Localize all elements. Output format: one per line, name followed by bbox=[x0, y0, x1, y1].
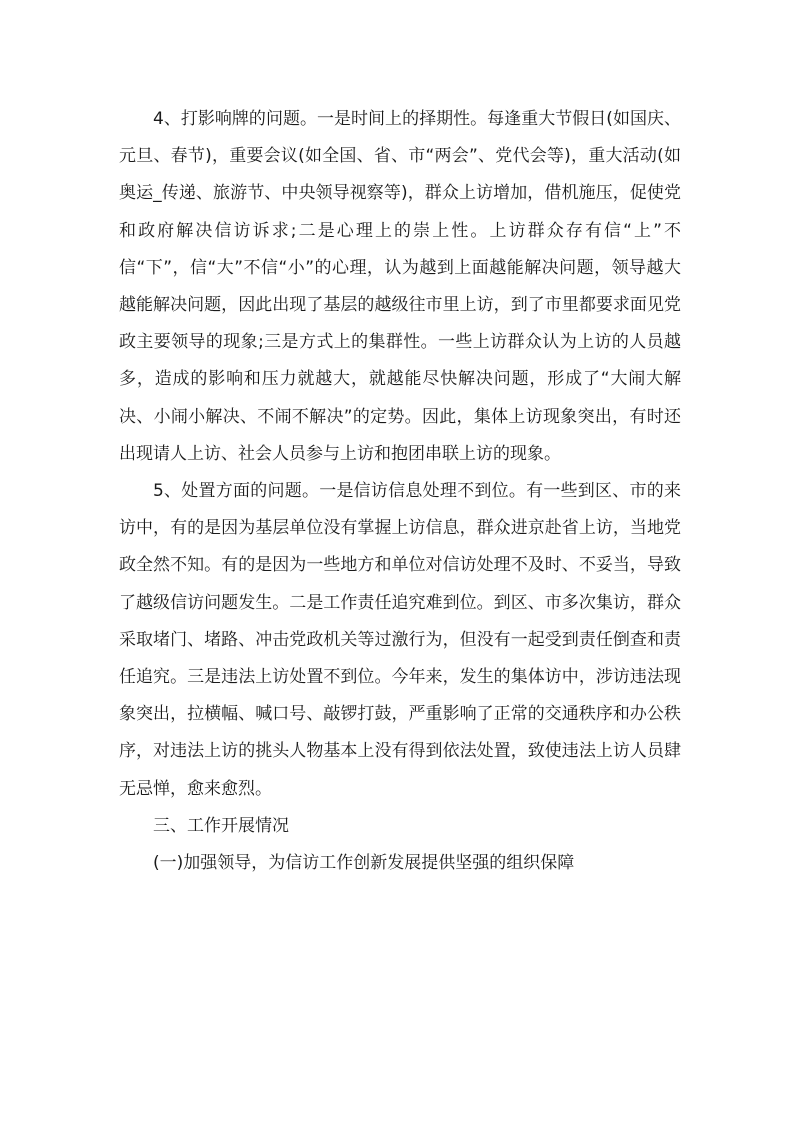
document-body bbox=[119, 101, 681, 882]
subsection-heading-leadership: (一)加强领导，为信访工作创新发展提供坚强的组织保障 bbox=[153, 853, 575, 874]
paragraph-handling-issue: 5、处置方面的问题。一是信访信息处理不到位。有一些到区、市的来访中，有的是因为基层单位没有掌握上访信息，群众进京赴省上访，当地党政全然不知。有的是因为一些地方和单位对信访处理不及时、不妥当，导致了越级信访问题发生。二是工作责任追究难到位。到区、市多次集访，群众采取堵门、堵路、冲击党政机关等过激行为，但没有一起受到责任倒查和责任追究。三是违法上访处置不到位。今年来，发生的集体访中，涉访违法现象突出，拉横幅、喊口号、敲锣打鼓，严重影响了正常的交通秩序和办公秩序，对违法上访的挑头人物基本上没有得到依法处置，致使违法上访人员肆无忌惮，愈来愈烈。 bbox=[119, 481, 681, 799]
paragraph-influence-issue: 4、打影响牌的问题。一是时间上的择期性。每逢重大节假日(如国庆、元旦、春节)，重要会议(如全国、省、市“两会”、党代会等)，重大活动(如奥运_传递、旅游节、中央领导视察等)，群众上访增加，借机施压，促使党和政府解决信访诉求;二是心理上的崇上性。上访群众存有信“上”不信“下”，信“大”不信“小”的心理，认为越到上面越能解决问题，领导越大越能解决问题，因此出现了基层的越级往市里上访，到了市里都要求面见党政主要领导的现象;三是方式上的集群性。一些上访群众认为上访的人员越多，造成的影响和压力就越大，就越能尽快解决问题，形成了“大闹大解决、小闹小解决、不闹不解决”的定势。因此，集体上访现象突出，有时还出现请人上访、社会人员参与上访和抱团串联上访的现象。 bbox=[119, 109, 681, 464]
section-heading-work-progress: 三、工作开展情况 bbox=[153, 815, 289, 836]
